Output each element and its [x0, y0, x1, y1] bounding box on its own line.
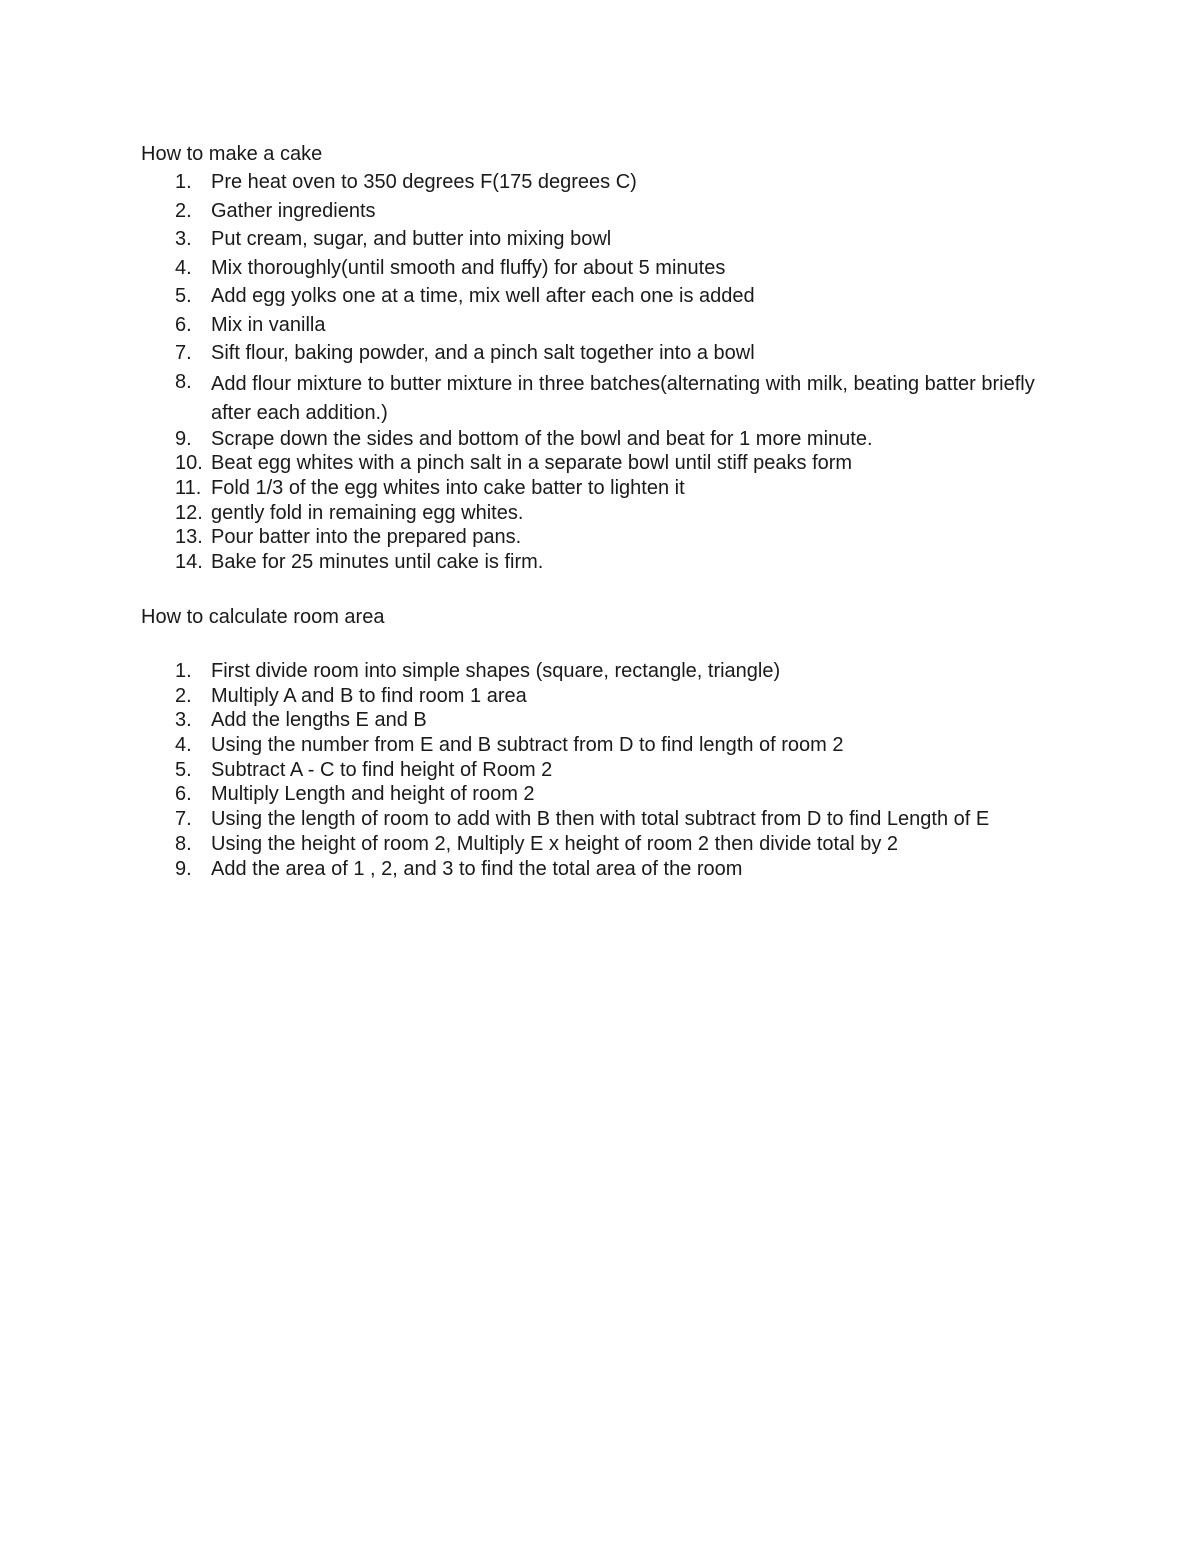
step-text: Gather ingredients: [211, 199, 376, 222]
step-text: Pour batter into the prepared pans.: [211, 526, 522, 549]
step-number: 3.: [175, 709, 192, 732]
room-steps-list: [0, 659, 1200, 881]
list-item: [0, 199, 1200, 228]
step-number: 13.: [175, 526, 203, 549]
step-text: Multiply Length and height of room 2: [211, 783, 535, 806]
step-number: 8.: [175, 370, 192, 393]
step-number: 10.: [175, 452, 203, 475]
step-number: 8.: [175, 832, 192, 855]
step-text: Put cream, sugar, and butter into mixing bowl: [211, 228, 612, 250]
step-text: Scrape down the sides and bottom of the bowl and beat for 1 more minute.: [211, 427, 873, 450]
step-number: 2.: [175, 684, 192, 707]
list-item: [0, 550, 1200, 575]
step-text: Fold 1/3 of the egg whites into cake batter to lighten it: [211, 476, 685, 499]
step-text: Using the height of room 2, Multiply E x height of room 2 then divide total by 2: [211, 832, 899, 855]
list-item: [0, 370, 1200, 427]
step-text: Pre heat oven to 350 degrees F(175 degrees C): [211, 171, 637, 193]
list-item: [0, 284, 1200, 313]
list-item: [0, 451, 1200, 476]
step-number: 2.: [175, 199, 192, 222]
list-item: [0, 857, 1200, 882]
step-text: Mix in vanilla: [211, 313, 326, 336]
list-item: [0, 807, 1200, 832]
step-number: 3.: [175, 228, 192, 250]
list-item: [0, 256, 1200, 285]
list-item: [0, 313, 1200, 342]
step-text: Using the number from E and B subtract from D to find length of room 2: [211, 734, 844, 757]
step-number: 7.: [175, 342, 192, 364]
step-number: 6.: [175, 313, 192, 336]
step-number: 9.: [175, 857, 192, 880]
step-number: 9.: [175, 427, 192, 450]
step-text: First divide room into simple shapes (square, rectangle, triangle): [211, 660, 781, 682]
step-text: Beat egg whites with a pinch salt in a separate bowl until stiff peaks form: [211, 452, 853, 475]
list-item: [0, 659, 1200, 684]
list-item: [0, 427, 1200, 452]
step-text: Using the length of room to add with B then with total subtract from D to find Length of E: [211, 808, 990, 831]
step-number: 12.: [175, 501, 203, 524]
step-number: 4.: [175, 256, 192, 279]
step-text: Add the area of 1 , 2, and 3 to find the total area of the room: [211, 857, 743, 880]
step-text: gently fold in remaining egg whites.: [211, 501, 524, 524]
list-item: [0, 758, 1200, 783]
list-item: [0, 170, 1200, 199]
list-item: [0, 525, 1200, 550]
step-text: Sift flour, baking powder, and a pinch salt together into a bowl: [211, 342, 755, 364]
list-item: [0, 832, 1200, 857]
step-number: 11.: [175, 476, 202, 499]
room-section-title: How to calculate room area: [141, 606, 385, 628]
step-text: Subtract A - C to find height of Room 2: [211, 758, 553, 781]
list-item: [0, 476, 1200, 501]
list-item: [0, 684, 1200, 709]
list-item: [0, 782, 1200, 807]
cake-section-title: How to make a cake: [141, 143, 323, 165]
step-number: 7.: [175, 808, 192, 831]
step-number: 6.: [175, 783, 192, 806]
list-item: [0, 341, 1200, 370]
step-number: 5.: [175, 758, 192, 781]
step-number: 1.: [175, 171, 192, 193]
step-text: Add flour mixture to butter mixture in three batches(alternating with milk, beating batter briefly after each addition.): [211, 372, 1035, 424]
list-item: [0, 227, 1200, 256]
step-number: 14.: [175, 550, 203, 573]
list-item: [0, 733, 1200, 758]
step-text: Add the lengths E and B: [211, 709, 427, 732]
step-number: 4.: [175, 734, 192, 757]
step-text: Mix thoroughly(until smooth and fluffy) for about 5 minutes: [211, 256, 726, 279]
list-item: [0, 708, 1200, 733]
list-item: [0, 501, 1200, 526]
cake-steps-list: [0, 170, 1200, 575]
step-number: 1.: [175, 660, 192, 682]
step-number: 5.: [175, 285, 192, 307]
step-text: Add egg yolks one at a time, mix well after each one is added: [211, 285, 755, 307]
step-text: Multiply A and B to find room 1 area: [211, 684, 527, 707]
step-text: Bake for 25 minutes until cake is firm.: [211, 550, 544, 573]
